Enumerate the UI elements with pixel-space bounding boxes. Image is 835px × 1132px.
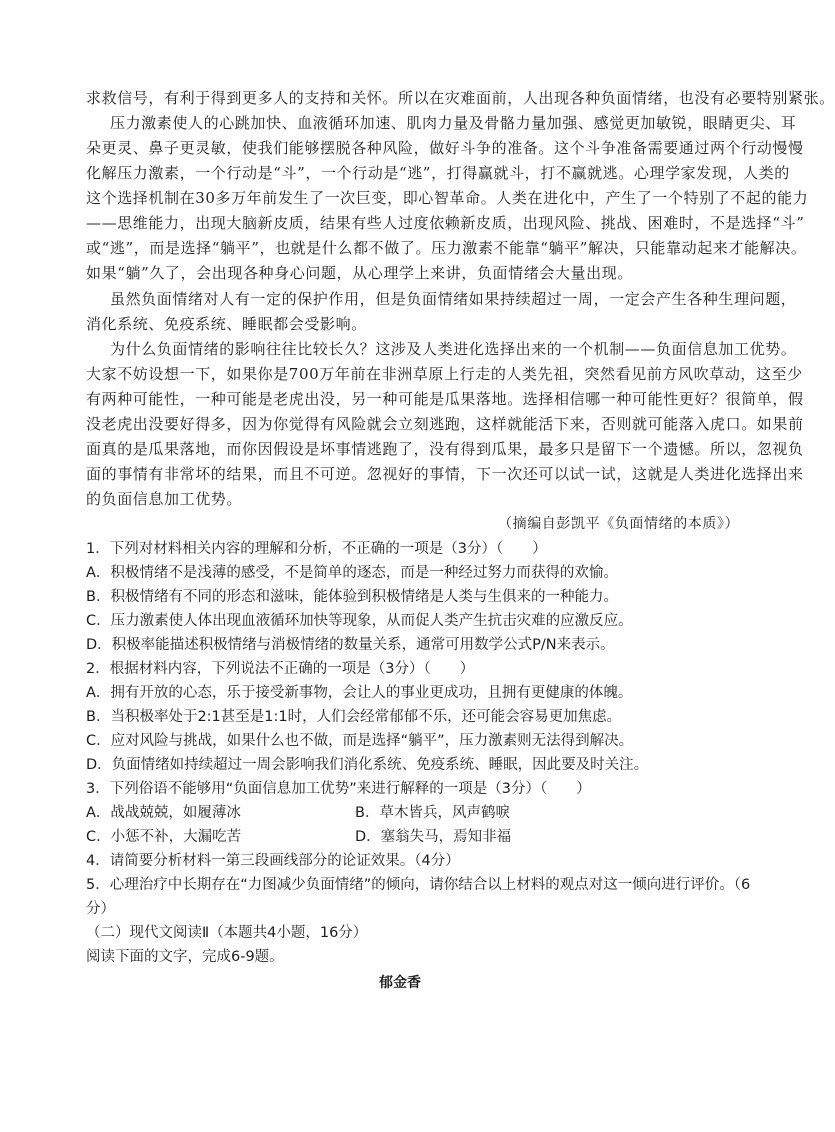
question-2-option-c: C．应对风险与挑战，如果什么也不做，而是选择“躺平”，压力激素则无法得到解决。 (86, 733, 634, 749)
question-3-option-c: C．小惩不补，大漏吃苦 (86, 829, 242, 845)
question-3-option-b: B．草木皆兵，风声鹤唳 (355, 805, 510, 821)
passage-line: 或“逃”，而是选择“躺平”，也就是什么都不做了。压力激素不能靠“躺平”解决，只能靠动起来才能解决。 (86, 239, 807, 257)
question-1-stem: 1．下列对材料相关内容的理解和分析，不正确的一项是（3分）（ ） (86, 541, 547, 557)
question-2-option-d: D．负面情绪如持续超过一周会影响我们消化系统、免疫系统、睡眠，因此要及时关注。 (86, 757, 649, 773)
article-title: 郁金香 (379, 975, 421, 991)
passage-line: 的负面信息加工优势。 (86, 490, 243, 508)
passage-line: 消化系统、免疫系统、睡眠都会受影响。 (86, 315, 367, 333)
passage-line: 求救信号，有利于得到更多人的支持和关怀。所以在灾难面前，人出现各种负面情绪，也没有必要特别紧张。 (86, 89, 835, 107)
question-4-stem: 4．请简要分析材料一第三段画线部分的论证效果。（4分） (86, 853, 460, 869)
question-3-stem: 3．下列俗语不能够用“负面信息加工优势”来进行解释的一项是（3分）（ ） (86, 781, 591, 797)
passage-line: 这个选择机制在30多万年前发生了一次巨变，即心智革命。人类在进化中，产生了一个特别了不起的能力 (86, 189, 809, 207)
passage-line: 为什么负面情绪的影响往往比较长久？这涉及人类进化选择出来的一个机制——负面信息加工优势。 (110, 340, 797, 358)
passage-line: 化解压力激素，一个行动是“斗”，一个行动是“逃”，打得赢就斗，打不赢就逃。心理学家发现，人类的 (86, 164, 790, 182)
question-3-option-d: D．塞翁失马，焉知非福 (355, 829, 512, 845)
question-5-stem-continued: 分） (86, 901, 115, 917)
passage-line: 大家不妨设想一下，如果你是700万年前在非洲草原上行走的人类先祖，突然看见前方风吹草动，这至少 (86, 365, 803, 383)
passage-line: 如果“躺”久了，会出现各种身心问题，从心理学上来讲，负面情绪会大量出现。 (86, 264, 633, 282)
passage-line: 有两种可能性，一种可能是老虎出没，另一种可能是瓜果落地。选择相信哪一种可能性更好？很简单，假 (86, 390, 804, 408)
section-heading: （二）现代文阅读Ⅱ（本题共4小题，16分） (86, 925, 368, 941)
passage-line: 虽然负面情绪对人有一定的保护作用，但是负面情绪如果持续超过一周，一定会产生各种生理问题， (110, 290, 797, 308)
question-1-option-b: B．积极情绪有不同的形态和滋味，能体验到积极情绪是人类与生俱来的一种能力。 (86, 589, 618, 605)
passage-line: 面真的是瓜果落地，而你因假设是坏事情逃跑了，没有得到瓜果，最多只是留下一个遗憾。所以，忽视负 (86, 440, 804, 458)
question-5-stem: 5．心理治疗中长期存在“力图减少负面情绪”的倾向，请你结合以上材料的观点对这一倾向进行评价。（6 (86, 877, 751, 893)
question-2-stem: 2．根据材料内容，下列说法不正确的一项是（3分）（ ） (86, 661, 475, 677)
passage-line: ——思维能力，出现大脑新皮质，结果有些人过度依赖新皮质，出现风险、挑战、困难时，不是选择“斗” (86, 214, 805, 232)
passage-line: 压力激素使人的心跳加快、血液循环加速、肌肉力量及骨骼力量加强、感觉更加敏锐，眼睛更尖、耳 (110, 114, 797, 132)
passage-source: （摘编自彭凯平《负面情绪的本质》） (498, 516, 740, 532)
passage-line: 朵更灵、鼻子更灵敏，使我们能够摆脱各种风险，做好斗争的准备。这个斗争准备需要通过两个行动慢慢 (86, 139, 804, 157)
section-instruction: 阅读下面的文字，完成6-9题。 (86, 949, 284, 965)
question-1-option-a: A．积极情绪不是浅薄的感受，不是简单的逐态，而是一种经过努力而获得的欢愉。 (86, 565, 618, 581)
question-2-option-a: A．拥有开放的心态，乐于接受新事物，会让人的事业更成功，且拥有更健康的体魄。 (86, 685, 633, 701)
question-1-option-c: C．压力激素使人体出现血液循环加快等现象，从而促人类产生抗击灾难的应激反应。 (86, 613, 633, 629)
question-2-option-b: B．当积极率处于2:1甚至是1:1时，人们会经常郁郁不乐，还可能会容易更加焦虑。 (86, 709, 622, 725)
question-3-option-a: A．战战兢兢，如履薄冰 (86, 805, 241, 821)
question-1-option-d: D．积极率能描述积极情绪与消极情绪的数量关系，通常可用数学公式P/N来表示。 (86, 637, 615, 653)
passage-line: 没老虎出没要好得多，因为你觉得有风险就会立刻逃跑，这样就能活下来，否则就可能落入虎口。如果前 (86, 415, 804, 433)
passage-line: 面的事情有非常坏的结果，而且不可逆。忽视好的事情，下一次还可以试一试，这就是人类进化选择出来 (86, 465, 804, 483)
